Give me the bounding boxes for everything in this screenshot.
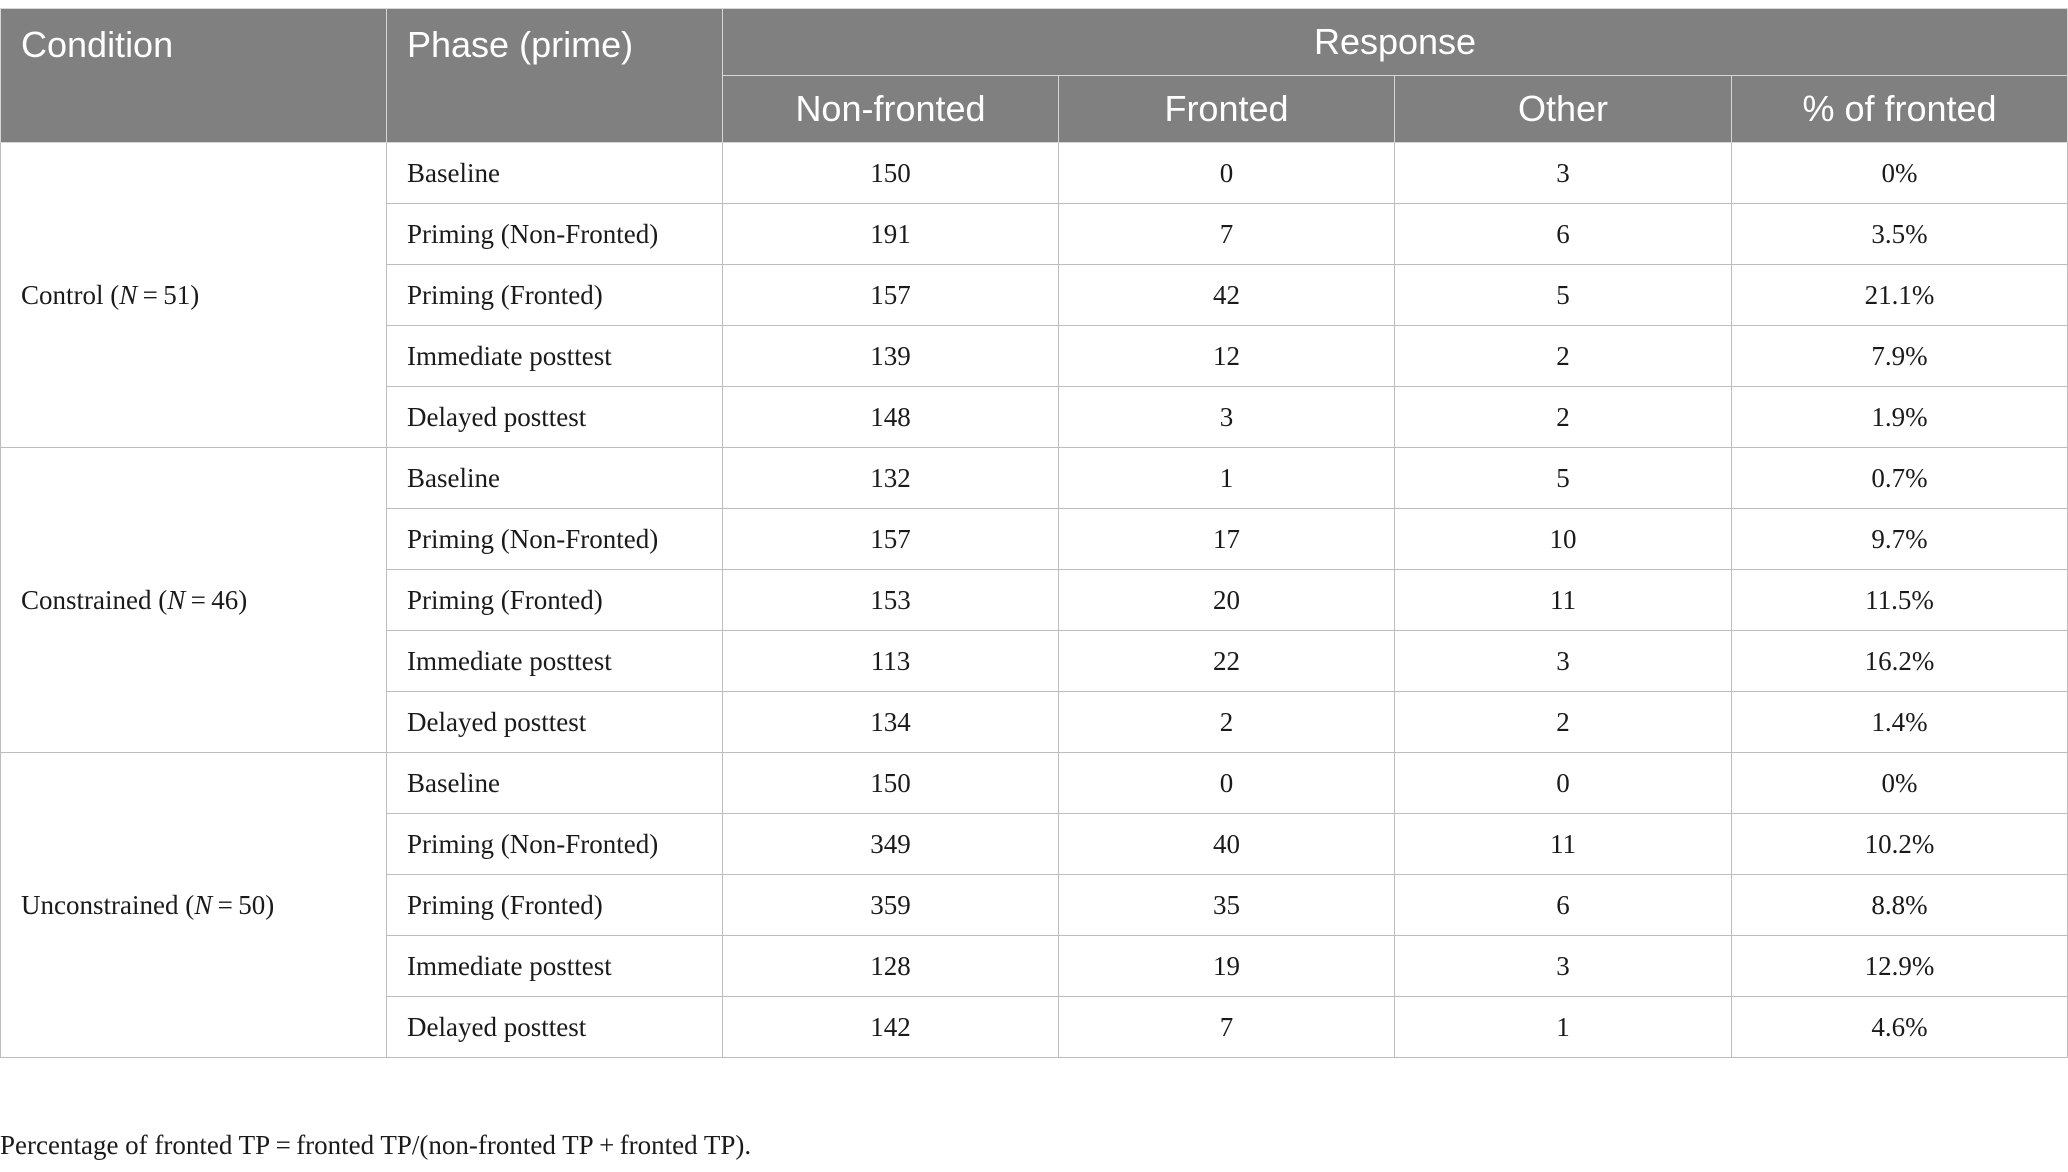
fronted-cell: 35 <box>1059 875 1395 936</box>
fronted-cell: 12 <box>1059 326 1395 387</box>
header-non-fronted: Non-fronted <box>723 76 1059 143</box>
fronted-cell: 2 <box>1059 692 1395 753</box>
table-row <box>1 143 2068 204</box>
non-fronted-cell: 150 <box>723 753 1059 814</box>
other-cell: 3 <box>1395 631 1732 692</box>
percent-fronted-cell: 0% <box>1732 143 2068 204</box>
non-fronted-cell: 128 <box>723 936 1059 997</box>
non-fronted-cell: 157 <box>723 265 1059 326</box>
sample-size-symbol: N <box>119 279 138 310</box>
fronted-cell: 40 <box>1059 814 1395 875</box>
non-fronted-cell: 142 <box>723 997 1059 1058</box>
other-cell: 11 <box>1395 570 1732 631</box>
phase-cell: Priming (Fronted) <box>387 265 723 326</box>
percent-fronted-cell: 7.9% <box>1732 326 2068 387</box>
other-cell: 6 <box>1395 204 1732 265</box>
fronted-cell: 0 <box>1059 143 1395 204</box>
phase-cell: Priming (Fronted) <box>387 570 723 631</box>
other-cell: 6 <box>1395 875 1732 936</box>
other-cell: 5 <box>1395 265 1732 326</box>
fronted-cell: 20 <box>1059 570 1395 631</box>
other-cell: 1 <box>1395 997 1732 1058</box>
percent-fronted-cell: 16.2% <box>1732 631 2068 692</box>
sample-size-value: = 51) <box>137 279 200 310</box>
phase-cell: Priming (Non-Fronted) <box>387 204 723 265</box>
non-fronted-cell: 139 <box>723 326 1059 387</box>
phase-cell: Immediate posttest <box>387 936 723 997</box>
table-body <box>1 143 2068 1058</box>
other-cell: 2 <box>1395 387 1732 448</box>
sample-size-value: = 50) <box>212 889 275 920</box>
other-cell: 2 <box>1395 692 1732 753</box>
condition-label: Unconstrained ( <box>21 889 195 920</box>
non-fronted-cell: 134 <box>723 692 1059 753</box>
table-footnote: Percentage of fronted TP = fronted TP/(non-fronted TP + fronted TP). <box>0 1130 752 1160</box>
table-container <box>0 8 2068 1058</box>
condition-label: Constrained ( <box>21 584 168 615</box>
phase-cell: Priming (Non-Fronted) <box>387 509 723 570</box>
fronted-cell: 22 <box>1059 631 1395 692</box>
percent-fronted-cell: 12.9% <box>1732 936 2068 997</box>
table-row <box>1 448 2068 509</box>
percent-fronted-cell: 9.7% <box>1732 509 2068 570</box>
phase-cell: Baseline <box>387 753 723 814</box>
fronted-cell: 0 <box>1059 753 1395 814</box>
fronted-cell: 1 <box>1059 448 1395 509</box>
other-cell: 10 <box>1395 509 1732 570</box>
phase-cell: Immediate posttest <box>387 631 723 692</box>
non-fronted-cell: 148 <box>723 387 1059 448</box>
percent-fronted-cell: 4.6% <box>1732 997 2068 1058</box>
results-table <box>0 8 2068 1058</box>
table-header <box>1 9 2068 143</box>
fronted-cell: 3 <box>1059 387 1395 448</box>
phase-cell: Delayed posttest <box>387 387 723 448</box>
condition-label: Control ( <box>21 279 120 310</box>
header-fronted: Fronted <box>1059 76 1395 143</box>
percent-fronted-cell: 0% <box>1732 753 2068 814</box>
non-fronted-cell: 113 <box>723 631 1059 692</box>
header-response: Response <box>723 9 2068 76</box>
header-phase: Phase (prime) <box>387 9 723 143</box>
phase-cell: Delayed posttest <box>387 997 723 1058</box>
condition-cell <box>1 448 387 753</box>
non-fronted-cell: 191 <box>723 204 1059 265</box>
sample-size-value: = 46) <box>185 584 248 615</box>
sample-size-symbol: N <box>194 889 213 920</box>
header-percent-fronted: % of fronted <box>1732 76 2068 143</box>
percent-fronted-cell: 0.7% <box>1732 448 2068 509</box>
non-fronted-cell: 132 <box>723 448 1059 509</box>
condition-cell <box>1 143 387 448</box>
percent-fronted-cell: 11.5% <box>1732 570 2068 631</box>
phase-cell: Priming (Fronted) <box>387 875 723 936</box>
non-fronted-cell: 153 <box>723 570 1059 631</box>
non-fronted-cell: 150 <box>723 143 1059 204</box>
phase-cell: Delayed posttest <box>387 692 723 753</box>
phase-cell: Baseline <box>387 448 723 509</box>
fronted-cell: 7 <box>1059 204 1395 265</box>
percent-fronted-cell: 1.4% <box>1732 692 2068 753</box>
table-row <box>1 753 2068 814</box>
condition-cell <box>1 753 387 1058</box>
fronted-cell: 17 <box>1059 509 1395 570</box>
percent-fronted-cell: 21.1% <box>1732 265 2068 326</box>
header-condition: Condition <box>1 9 387 143</box>
sample-size-symbol: N <box>167 584 186 615</box>
phase-cell: Immediate posttest <box>387 326 723 387</box>
phase-cell: Baseline <box>387 143 723 204</box>
other-cell: 3 <box>1395 936 1732 997</box>
other-cell: 5 <box>1395 448 1732 509</box>
other-cell: 2 <box>1395 326 1732 387</box>
non-fronted-cell: 157 <box>723 509 1059 570</box>
fronted-cell: 7 <box>1059 997 1395 1058</box>
fronted-cell: 42 <box>1059 265 1395 326</box>
fronted-cell: 19 <box>1059 936 1395 997</box>
percent-fronted-cell: 3.5% <box>1732 204 2068 265</box>
non-fronted-cell: 359 <box>723 875 1059 936</box>
phase-cell: Priming (Non-Fronted) <box>387 814 723 875</box>
percent-fronted-cell: 8.8% <box>1732 875 2068 936</box>
header-other: Other <box>1395 76 1732 143</box>
other-cell: 0 <box>1395 753 1732 814</box>
percent-fronted-cell: 10.2% <box>1732 814 2068 875</box>
other-cell: 3 <box>1395 143 1732 204</box>
non-fronted-cell: 349 <box>723 814 1059 875</box>
percent-fronted-cell: 1.9% <box>1732 387 2068 448</box>
other-cell: 11 <box>1395 814 1732 875</box>
